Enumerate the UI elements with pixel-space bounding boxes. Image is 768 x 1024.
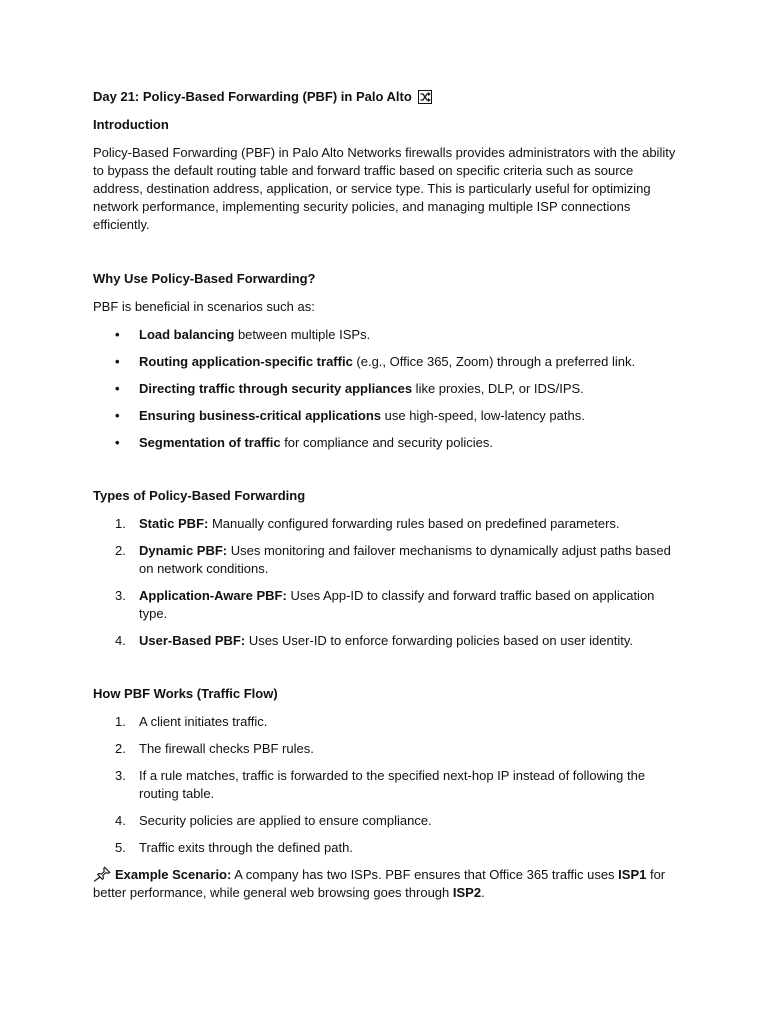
list-item: 4. User-Based PBF: Uses User-ID to enforce forwarding policies based on user identity. — [115, 633, 633, 648]
pushpin-icon — [93, 866, 111, 882]
list-number: 3. — [115, 588, 126, 603]
list-item: 4. Security policies are applied to ensure compliance. — [115, 813, 432, 828]
bullet-icon: • — [115, 354, 120, 369]
list-number: 2. — [115, 741, 126, 756]
list-number: 1. — [115, 714, 126, 729]
list-item: 3. Application-Aware PBF: Uses App-ID to classify and forward traffic based on application type. — [115, 588, 655, 621]
list-item: • Segmentation of traffic for compliance and security policies. — [115, 435, 494, 450]
list-number: 3. — [115, 768, 126, 783]
flow-heading: How PBF Works (Traffic Flow) — [93, 686, 278, 701]
list-number: 2. — [115, 543, 126, 558]
list-item: 3. If a rule matches, traffic is forwarded to the specified next-hop IP instead of following the routing table. — [115, 768, 646, 801]
bullet-icon: • — [115, 327, 120, 342]
list-number: 1. — [115, 516, 126, 531]
why-lead: PBF is beneficial in scenarios such as: — [93, 299, 315, 314]
list-item: 2. The firewall checks PBF rules. — [115, 741, 314, 756]
list-item: 2. Dynamic PBF: Uses monitoring and failover mechanisms to dynamically adjust paths based on network conditions. — [115, 543, 671, 576]
bullet-icon: • — [115, 381, 120, 396]
intro-heading: Introduction — [93, 117, 169, 132]
list-item: • Ensuring business-critical applications use high-speed, low-latency paths. — [115, 408, 585, 423]
types-list — [93, 515, 676, 650]
list-item: • Load balancing between multiple ISPs. — [115, 327, 371, 342]
example-scenario: Example Scenario: A company has two ISPs. PBF ensures that Office 365 traffic uses ISP1 for better performance, while general web browsing goes through ISP2. — [93, 867, 666, 900]
list-number: 4. — [115, 813, 126, 828]
list-item: 1. Static PBF: Manually configured forwarding rules based on predefined parameters. — [115, 516, 620, 531]
why-list — [93, 326, 676, 452]
list-item: • Routing application-specific traffic (e.g., Office 365, Zoom) through a preferred link. — [115, 354, 636, 369]
flow-list — [93, 713, 676, 857]
example-label: Example Scenario: — [115, 867, 232, 882]
page-title — [93, 88, 676, 106]
shuffle-icon — [418, 90, 432, 104]
types-heading: Types of Policy-Based Forwarding — [93, 488, 306, 503]
bullet-icon: • — [115, 408, 120, 423]
why-heading: Why Use Policy-Based Forwarding? — [93, 271, 316, 286]
list-item: 5. Traffic exits through the defined path. — [115, 840, 353, 855]
list-number: 4. — [115, 633, 126, 648]
list-item: 1. A client initiates traffic. — [115, 714, 268, 729]
page-title-text: Day 21: Policy-Based Forwarding (PBF) in Palo Alto — [93, 89, 412, 104]
list-number: 5. — [115, 840, 126, 855]
bullet-icon: • — [115, 435, 120, 450]
list-item: • Directing traffic through security appliances like proxies, DLP, or IDS/IPS. — [115, 381, 584, 396]
intro-paragraph: Policy-Based Forwarding (PBF) in Palo Alto Networks firewalls provides administrators with the ability to bypass the default routing table and forward traffic based on specific criteria such as source address, destination address, application, or service type. This is particularly useful for optimizing network performance, implementing security policies, and managing multiple ISP connections efficiently. — [93, 145, 676, 232]
